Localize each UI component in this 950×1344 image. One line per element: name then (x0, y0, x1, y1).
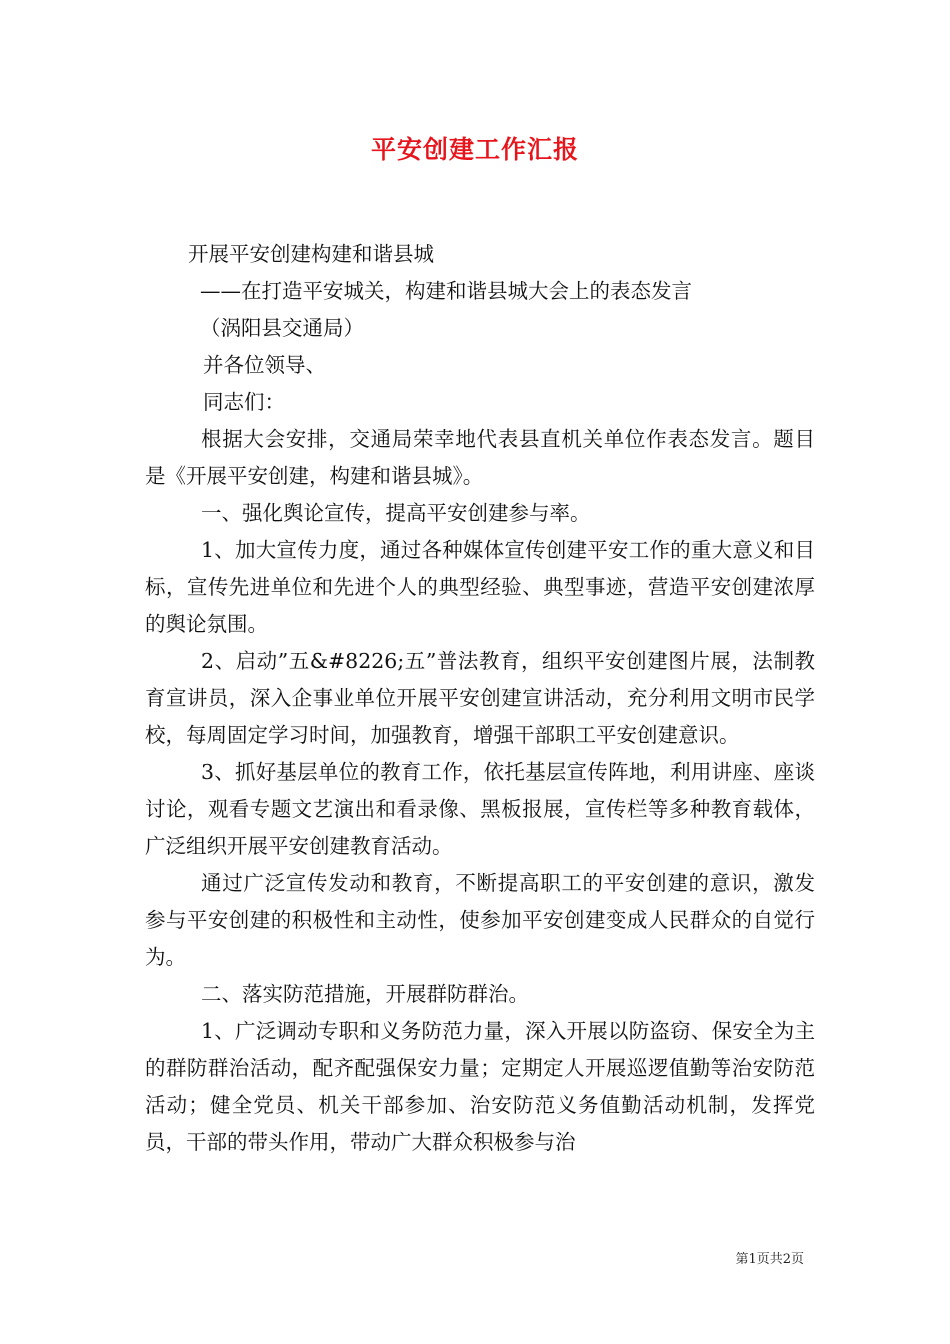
document-body (145, 236, 815, 1161)
section-heading-1: 一、强化舆论宣传，提高平安创建参与率。 (201, 501, 591, 525)
speaker-organization: （涡阳县交通局） (200, 316, 364, 340)
speech-subheading: ——在打造平安城关，构建和谐县城大会上的表态发言 (200, 279, 692, 303)
paragraph-1-summary: 通过广泛宣传发动和教育，不断提高职工的平安创建的意识，激发参与平安创建的积极性和主动性，使参加平安创建变成人民群众的自觉行为。 (145, 871, 815, 969)
paragraph-intro: 根据大会安排，交通局荣幸地代表县直机关单位作表态发言。题目是《开展平安创建，构建和谐县城》。 (145, 427, 815, 488)
paragraph-1-2: 2、启动”五&#8226;五”普法教育，组织平安创建图片展，法制教育宣讲员，深入企事业单位开展平安创建宣讲活动，充分利用文明市民学校，每周固定学习时间，加强教育，增强干部职工平安创建意识。 (145, 649, 815, 747)
paragraph-2-1: 1、广泛调动专职和义务防范力量，深入开展以防盗窃、保安全为主的群防群治活动，配齐配强保安力量；定期定人开展巡逻值勤等治安防范活动；健全党员、机关干部参加、治安防范义务值勤活动机制，发挥党员，干部的带头作用，带动广大群众积极参与治 (145, 1019, 815, 1154)
paragraph-1-1: 1、加大宣传力度，通过各种媒体宣传创建平安工作的重大意义和目标，宣传先进单位和先进个人的典型经验、典型事迹，营造平安创建浓厚的舆论氛围。 (145, 538, 815, 636)
salutation-line-2: 同志们： (203, 390, 285, 414)
paragraph-1-3: 3、抓好基层单位的教育工作，依托基层宣传阵地，利用讲座、座谈讨论，观看专题文艺演出和看录像、黑板报展，宣传栏等多种教育载体，广泛组织开展平安创建教育活动。 (145, 760, 815, 858)
page-number: 第1页共2页 (735, 1252, 804, 1267)
speech-heading: 开展平安创建构建和谐县城 (188, 242, 434, 266)
section-heading-2: 二、落实防范措施，开展群防群治。 (201, 982, 529, 1006)
salutation-line-1: 并各位领导、 (203, 353, 326, 377)
document-title: 平安创建工作汇报 (370, 135, 579, 164)
